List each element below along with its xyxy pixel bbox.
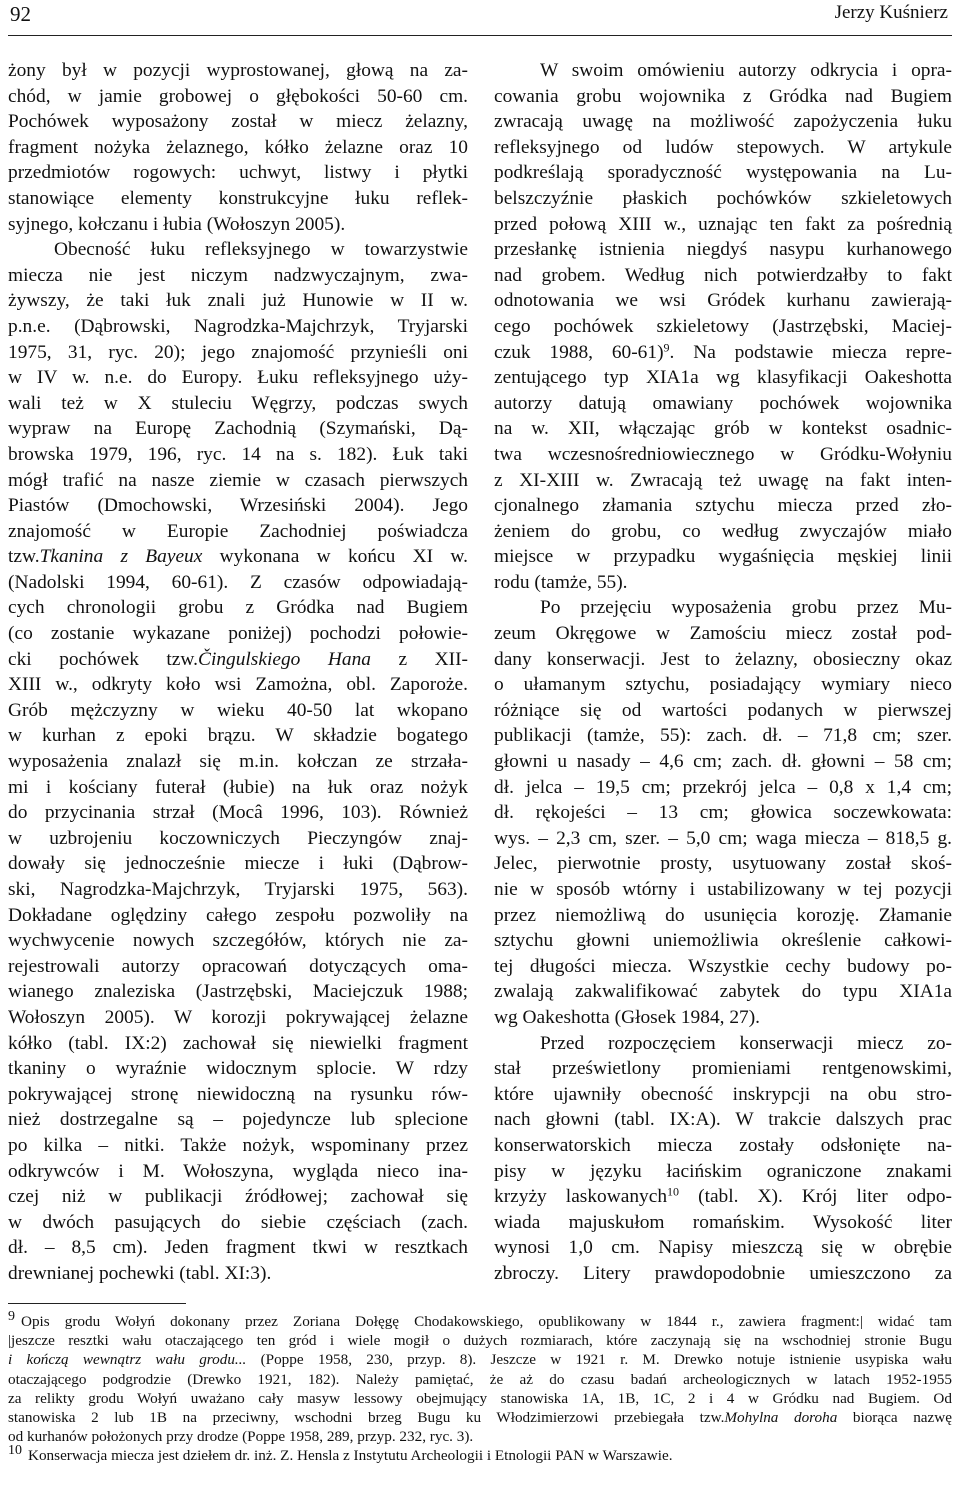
text-line: miecza nie jest niczym nadzwyczajnym, zwa- [8, 264, 468, 286]
text-line: kółko (tabl. IX:2) zachował się niewielki fragment [8, 1032, 468, 1054]
text-line: w uzbrojeniu koczowniczych Pieczyngów znaj- [8, 827, 468, 849]
text-line: dł. – 8,5 cm). Jeden fragment tkwi w resztkach [8, 1237, 468, 1259]
text-line: przed połową XIII w., uznając ten fakt za pośrednią [494, 213, 952, 235]
text-line: Wołoszyn 2005). W korozji pokrywającej żelazne [8, 1006, 468, 1028]
text-line: z XI-XIII w. Zwracają też uwagę na fakt inten- [494, 469, 952, 491]
footnote-line: |jeszcze resztki wału otaczającego ten gród i wiele mogił o dużych rozmiarach, które zaczynają się na wschodniej stronie Bugu [8, 1332, 952, 1350]
text-line: dł. rękojeści – 13 cm; głowica soczewkowata: [494, 802, 952, 824]
text-line: Obecność łuku refleksyjnego w towarzystwie [54, 239, 468, 261]
footnote-line: $^{10}$ Konserwacja miecza jest dziełem dr. inż. Z. Hensla z Instytutu Archeologii i Etnologii PAN w Warszawie. [8, 1443, 673, 1465]
text-line: dł. jelca – 19,5 cm; przekrój jelca – 0,8 x 1,4 cm; [494, 776, 952, 798]
footnote-reference: 10 [667, 1184, 680, 1199]
text-line: konserwatorskich miecza zostały odsłonięte na- [494, 1134, 952, 1156]
footnote-line: za relikty grodu Wołyń uważano cały masyw lessowy obejmujący stanowiska 1A, 1B, 1C, 2 i 4 w Gródku nad Bugiem. Od [8, 1389, 952, 1407]
italic-text: i kończą wewnątrz wału grodu... [8, 1351, 247, 1369]
text-line: krzyży laskowanych$^{10}$ (tabl. X). Krój liter odpo- [494, 1184, 953, 1208]
footnote-line: stanowiska 2 lub 1B na przeciwny, wschodni brzeg Bugu ku Włodzimierzowi przebiegała tzw.Mohylna doroha biorąca nazwę [8, 1409, 952, 1427]
text-line: przez niemożliwą do usunięcia korozję. Złamanie [494, 904, 952, 926]
text-line: zeum Okręgowe w Zamościu miecz został pod- [494, 623, 952, 645]
text-line: w dwóch pasujących do siebie częściach (zach. [8, 1211, 468, 1233]
italic-text: Tkanina z Bayeux [39, 546, 203, 568]
text-line: (co zostanie wykazane poniżej) pochodzi połowie- [8, 623, 468, 645]
footnote-number: 9 [8, 1308, 15, 1324]
left-column [8, 58, 468, 1287]
text-line: Pochówek wyposażony został w miecz żelazny, [8, 111, 468, 133]
running-head-author: Jerzy Kuśnierz [834, 2, 948, 23]
text-line: pokrywającej stronę niewidoczną na rysunku rów- [8, 1083, 468, 1105]
text-line: XIII w., odkryty koło wsi Zamożna, obl. Zaporoże. [8, 674, 468, 696]
text-line: fragment nożyka żelaznego, kółko żelazne oraz 10 [8, 136, 468, 158]
text-line: refleksyjnego od ludów stepowych. W artykule [494, 136, 952, 158]
text-line: nież dostrzegalne są – pojedyncze lub splecione [8, 1109, 468, 1131]
text-line: do przycinania strzał (Mocâ 1996, 103). Również [8, 802, 468, 824]
text-line: Po przejęciu wyposażenia grobu przez Mu- [540, 597, 952, 619]
text-line: wianego znaleziska (Jastrzębski, Maciejczuk 1988; [8, 981, 468, 1003]
italic-text: Mohylna doroha [724, 1409, 838, 1427]
text-line: drewnianej pochewki (tabl. XI:3). [8, 1262, 272, 1284]
text-line: pisy w języku łacińskim ograniczone znakami [494, 1160, 952, 1182]
text-line: browska 1979, 196, ryc. 14 na s. 182). Łuk taki [8, 443, 468, 465]
text-line: chód, w jamie grobowej o głębokości 50-60 cm. [8, 85, 468, 107]
text-line: nach głowni (tabl. IX:A). W trakcie dalszych prac [494, 1109, 952, 1131]
footnote-reference: 9 [663, 339, 670, 354]
text-line: rejestrowali autorzy opracowań dotyczących oma- [8, 955, 468, 977]
text-line: czej niż w publikacji źródłowej; zachował się [8, 1186, 468, 1208]
text-line: sztychu głowni uniemożliwia określenie całkowi- [494, 930, 952, 952]
text-line: odkrywców i M. Wołoszyna, wygląda nieco ina- [8, 1160, 468, 1182]
text-line: o ułamanym sztychu, posiadający wymiary nieco [494, 674, 952, 696]
text-line: rodu (tamże, 55). [494, 571, 628, 593]
text-line: mi i kościany futerał (łubie) na łuk oraz nożyk [8, 776, 468, 798]
footnote-line: otaczającego podgrodzie (Drewko 1921, 182). Należy pamiętać, że aż do czasu badań archeologicznych w latach 1952-1955 [8, 1370, 952, 1388]
text-line: dany konserwacji. Jest to żelazny, obosieczny okaz [494, 648, 952, 670]
text-line: podkreślają sporadyczność występowania na Lu- [494, 162, 952, 184]
text-line: Dokładane oględziny całego zespołu pozwoliły na [8, 904, 468, 926]
text-line: czuk 1988, 60-61)$^9$. Na podstawie miecza repre- [494, 339, 952, 363]
text-line: twa wczesnośredniowiecznego w Gródku-Wołyniu [494, 443, 952, 465]
text-line: wg Oakeshotta (Głosek 1984, 27). [494, 1006, 761, 1028]
text-line: głowni u nasady – 4,6 cm; zach. dł. głowni – 58 cm; [494, 751, 952, 773]
text-line: wali też w X stuleciu Węgrzy, podczas swych [8, 392, 468, 414]
text-line: W swoim omówieniu autorzy odkrycia i opra- [540, 60, 952, 81]
text-line: syjnego, kołczanu i łubia (Wołoszyn 2005). [8, 213, 346, 235]
text-line: znajomość w Europie Zachodniej poświadcza [8, 520, 468, 542]
text-line: mógł trafić na nasze ziemie w czasach pierwszych [8, 469, 468, 491]
text-line: żywszy, że taki łuk znali już Hunowie w II w. [8, 290, 468, 312]
text-line: przedmiotów rogowych: uchwyt, listwy i płytki [8, 162, 468, 184]
text-line: miejsce w przypadku wygaśnięcia męskiej linii [494, 546, 952, 568]
footnote-line: i kończą wewnątrz wału grodu... (Poppe 1958, 230, przyp. 8). Jeszcze w 1921 r. M. Drewko notuje istnienie usypiska wału [8, 1351, 952, 1369]
italic-text: Čingulskiego Hana [198, 648, 371, 670]
text-line: zbroczy. Litery prawdopodobnie umieszczono za [494, 1262, 952, 1284]
text-line: cjonalnego złamania sztychu miecza przed zło- [494, 495, 952, 517]
text-line: w kurhan z epoki brązu. W składzie bogatego [8, 725, 468, 747]
text-line: belszczyźnie płaskich pochówków szkieletowych [494, 187, 952, 209]
text-line: różniące się od wartości podanych w pierwszej [494, 699, 952, 721]
text-line: Grób mężczyzny w wieku 40-50 lat wkopano [8, 699, 468, 721]
text-line: nie w sposób wtórny i ustabilizowany w tej pozycji [494, 879, 952, 900]
text-line: tzw.Tkanina z Bayeux wykonana w końcu XI w. [8, 546, 468, 568]
text-line: cowania grobu wojownika z Gródka nad Bugiem [494, 85, 952, 107]
text-line: tkaniny o wyraźnie widocznym splocie. W rdzy [8, 1058, 468, 1080]
text-line: cego pochówek szkieletowy (Jastrzębski, Maciej- [494, 315, 952, 337]
text-line: zwalają zakwalifikować zabytek do typu XIA1a [494, 981, 952, 1003]
text-line: cki pochówek tzw.Čingulskiego Hana z XII- [8, 648, 468, 670]
footnote-number: 10 [8, 1443, 22, 1459]
text-line: żony był w pozycji wyprostowanej, głową na za- [8, 60, 468, 81]
text-line: Piastów (Dmochowski, Wrzesiński 2004). Jego [8, 495, 468, 517]
text-line: dowały się jednocześnie miecze i łuki (Dąbrow- [8, 853, 468, 875]
text-line: Przed rozpoczęciem konserwacji miecz zo- [540, 1032, 952, 1054]
text-line: publikacji (tamże, 55): zach. dł. – 71,8 cm; szer. [494, 725, 952, 747]
text-line: w IV w. n.e. do Europy. Łuku refleksyjnego uży- [8, 367, 468, 389]
text-line: wypraw na Europę Zachodnią (Szymański, Dą- [8, 418, 468, 440]
text-line: na w. XII, włączając grób w kontekst osadnic- [494, 418, 952, 440]
text-line: zentującego typ XIA1a wg klasyfikacji Oakeshotta [494, 367, 952, 389]
text-line: zwracają uwagę na możliwość zapożyczenia łuku [494, 111, 952, 133]
text-line: p.n.e. (Dąbrowski, Nagrodzka-Majchrzyk, Tryjarski [8, 315, 468, 337]
text-line: tej długości miecza. Wszystkie cechy budowy po- [494, 955, 952, 977]
text-line: po kilka – nitki. Także nożyk, wspominany przez [8, 1134, 468, 1156]
text-line: wiada majuskułom romańskim. Wysokość liter [494, 1211, 952, 1233]
text-line: odnotowania we wsi Gródek kurhanu zawierają- [494, 290, 952, 312]
footnote-line: od kurhanów położonych przy drodze (Poppe 1958, 289, przyp. 232, ryc. 3). [8, 1428, 474, 1446]
footnote-line: $^9$ Opis grodu Wołyń dokonany przez Zoriana Dołęgę Chodakowskiego, opublikowany w 1844 r., zawiera fragment:| widać tam [8, 1308, 952, 1330]
text-line: stanowiące elementy konstrukcyjne łuku reflek- [8, 187, 468, 209]
text-line: autorzy datują omawiany pochówek wojownika [494, 392, 952, 414]
text-line: (Nadolski 1994, 60-61). Z czasów odpowiadają- [8, 571, 468, 593]
text-line: nad grobem. Według nich potwierdzałby to fakt [494, 264, 952, 286]
footnote-rule [8, 1303, 186, 1304]
text-line: ski, Nagrodzka-Majchrzyk, Tryjarski 1975, 563). [8, 879, 468, 900]
header-rule [8, 35, 952, 36]
footnotes [8, 1308, 952, 1466]
text-line: wynosi 1,0 cm. Napisy mieszczą się w obrębie [494, 1237, 952, 1259]
text-line: które ujawniły obecność inskrypcji na obu stro- [494, 1083, 952, 1105]
text-line: cych chronologii grobu z Gródka nad Bugiem [8, 597, 468, 619]
page-number: 92 [10, 2, 31, 26]
text-line: 1975, 31, ryc. 20); jego znajomość przynieśli oni [8, 341, 468, 363]
text-line: żeniem do grobu, co według zwyczajów miało [494, 520, 952, 542]
text-line: przesłankę istnienia niegdyś nasypu kurhanowego [494, 239, 952, 261]
right-column [494, 58, 952, 1287]
text-line: Jelec, pierwotnie prosty, usytuowany został skoś- [494, 853, 952, 875]
text-line: wyposażenia znalazł się m.in. kołczan ze strzała- [8, 751, 468, 773]
text-line: wychwycenie nowych szczegółów, których nie za- [8, 930, 468, 952]
text-line: wys. – 2,3 cm, szer. – 5,0 cm; waga miecza – 818,5 g. [494, 827, 952, 849]
text-line: stał prześwietlony promieniami rentgenowskimi, [494, 1058, 952, 1080]
